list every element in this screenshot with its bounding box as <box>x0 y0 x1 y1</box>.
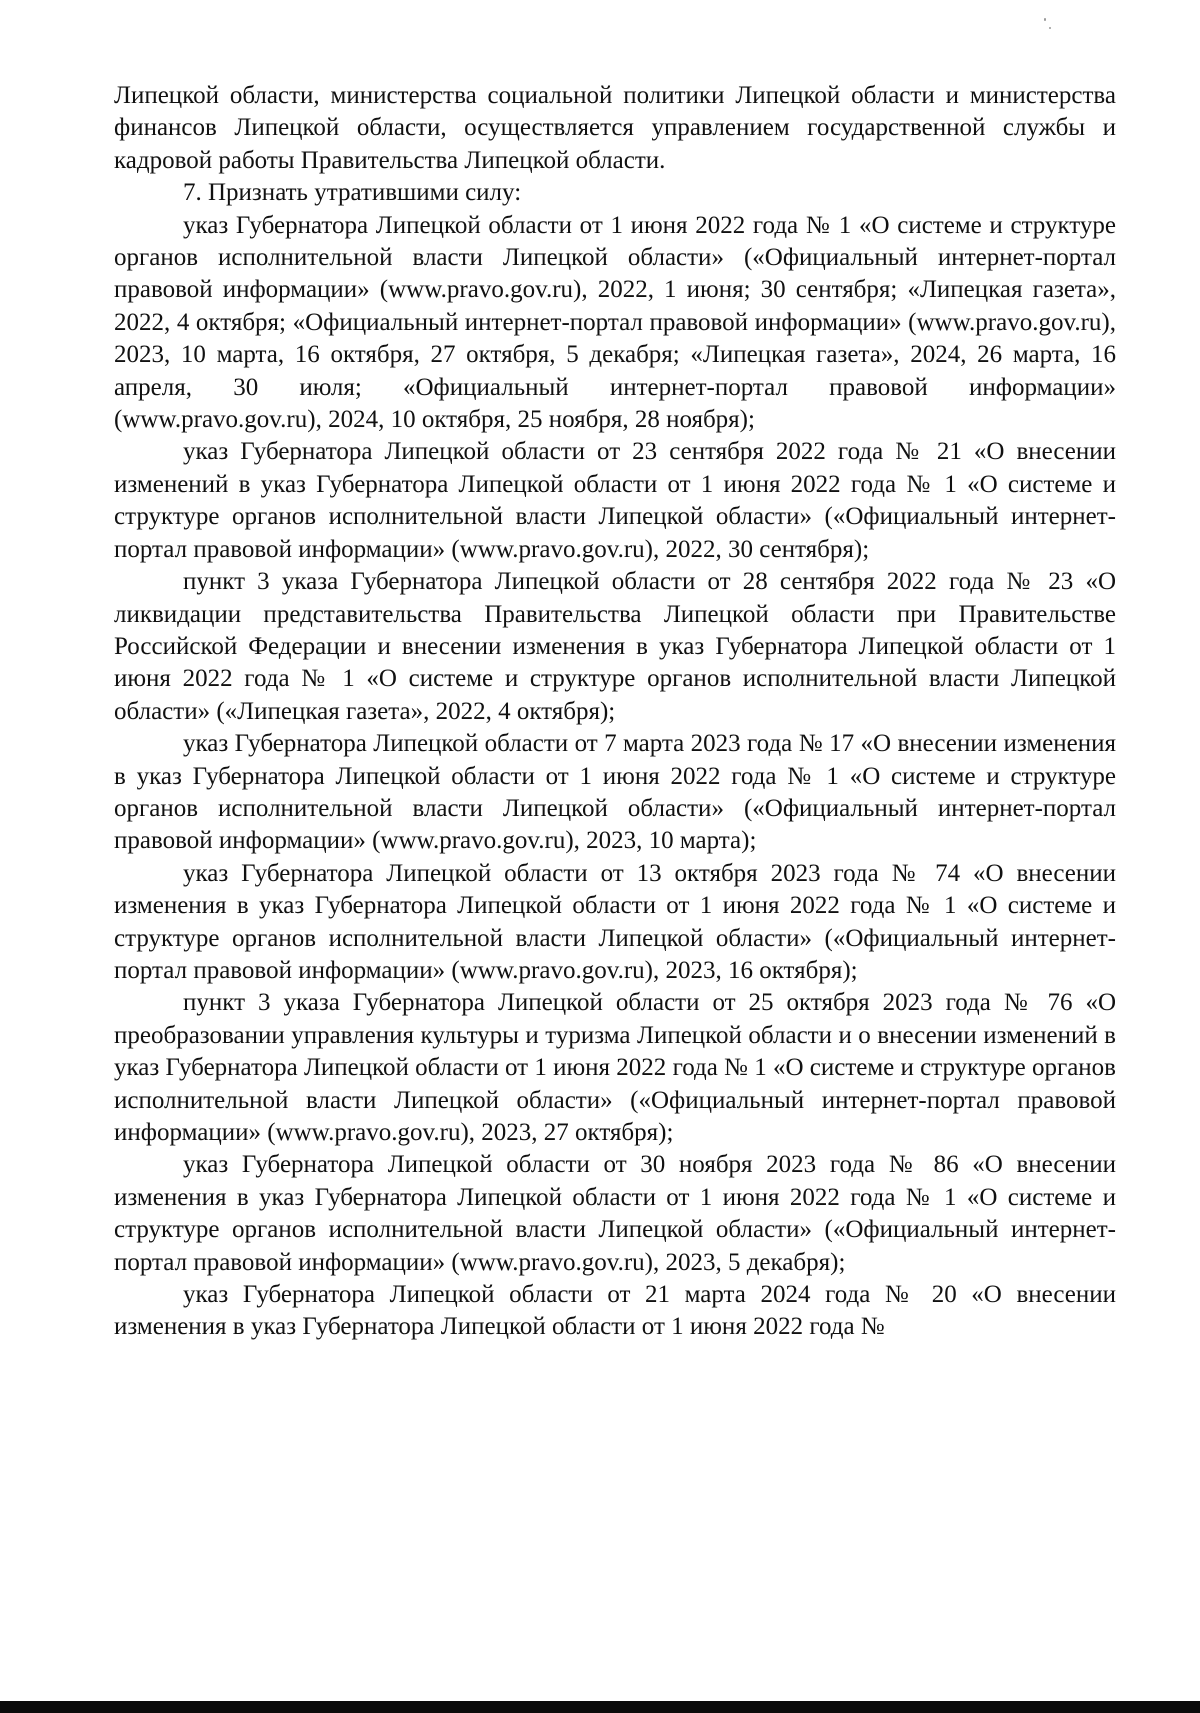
repealed-item-decree-76: пункт 3 указа Губернатора Липецкой области от 25 октября 2023 года № 76 «О преобразовании управления культуры и туризма Липецкой области и о внесении изменений в указ Губернатора Липецкой области от 1 июня 2022 года № 1 «О системе и структуре органов исполнительной власти Липецкой области» («Официальный интернет-портал правовой информации» (www.pravo.gov.ru), 2023, 27 октября); <box>114 989 1116 1146</box>
repealed-item-decree-86: указ Губернатора Липецкой области от 30 ноября 2023 года № 86 «О внесении изменения в указ Губернатора Липецкой области от 1 июня 2022 года № 1 «О системе и структуре органов исполнительной власти Липецкой области» («Официальный интернет-портал правовой информации» (www.pravo.gov.ru), 2023, 5 декабря); <box>114 1151 1116 1276</box>
paragraph-continuation: Липецкой области, министерства социальной политики Липецкой области и министерства финансов Липецкой области, осуществляется управлением государственной службы и кадровой работы Правительства Липецкой области. <box>114 82 1116 174</box>
scan-bottom-edge <box>0 1701 1200 1713</box>
repealed-item-decree-21: указ Губернатора Липецкой области от 23 сентября 2022 года № 21 «О внесении изменений в указ Губернатора Липецкой области от 1 июня 2022 года № 1 «О системе и структуре органов исполнительной власти Липецкой области» («Официальный интернет-портал правовой информации» (www.pravo.gov.ru), 2022, 30 сентября); <box>114 438 1116 563</box>
repealed-item-decree-20: указ Губернатора Липецкой области от 21 марта 2024 года № 20 «О внесении изменения в указ Губернатора Липецкой области от 1 июня 2022 года № <box>114 1281 1116 1341</box>
repealed-item-decree-74: указ Губернатора Липецкой области от 13 октября 2023 года № 74 «О внесении изменения в указ Губернатора Липецкой области от 1 июня 2022 года № 1 «О системе и структуре органов исполнительной власти Липецкой области» («Официальный интернет-портал правовой информации» (www.pravo.gov.ru), 2023, 16 октября); <box>114 859 1116 984</box>
repealed-item-decree-1: указ Губернатора Липецкой области от 1 июня 2022 года № 1 «О системе и структуре органов исполнительной власти Липецкой области» («Официальный интернет-портал правовой информации» (www.pravo.gov.ru), 2022, 1 июня; 30 сентября; «Липецкая газета», 2022, 4 октября; «Официальный интернет-портал правовой информации» (www.pravo.gov.ru), 2023, 10 марта, 16 октября, 27 октября, 5 декабря; «Липецкая газета», 2024, 26 марта, 16 апреля, 30 июля; «Официальный интернет-портал правовой информации» (www.pravo.gov.ru), 2024, 10 октября, 25 ноября, 28 ноября); <box>114 211 1116 434</box>
repealed-item-decree-23: пункт 3 указа Губернатора Липецкой области от 28 сентября 2022 года № 23 «О ликвидации представительства Правительства Липецкой области при Правительстве Российской Федерации и внесении изменения в указ Губернатора Липецкой области от 1 июня 2022 года № 1 «О системе и структуре органов исполнительной власти Липецкой области» («Липецкая газета», 2022, 4 октября); <box>114 568 1116 725</box>
document-body <box>114 80 1116 1344</box>
repealed-item-decree-17: указ Губернатора Липецкой области от 7 марта 2023 года № 17 «О внесении изменения в указ Губернатора Липецкой области от 1 июня 2022 года № 1 «О системе и структуре органов исполнительной власти Липецкой области» («Официальный интернет-портал правовой информации» (www.pravo.gov.ru), 2023, 10 марта); <box>114 730 1116 855</box>
scan-speck <box>1049 27 1051 29</box>
scan-speck <box>1044 18 1046 21</box>
clause-7-heading: 7. Признать утратившими силу: <box>183 179 522 207</box>
